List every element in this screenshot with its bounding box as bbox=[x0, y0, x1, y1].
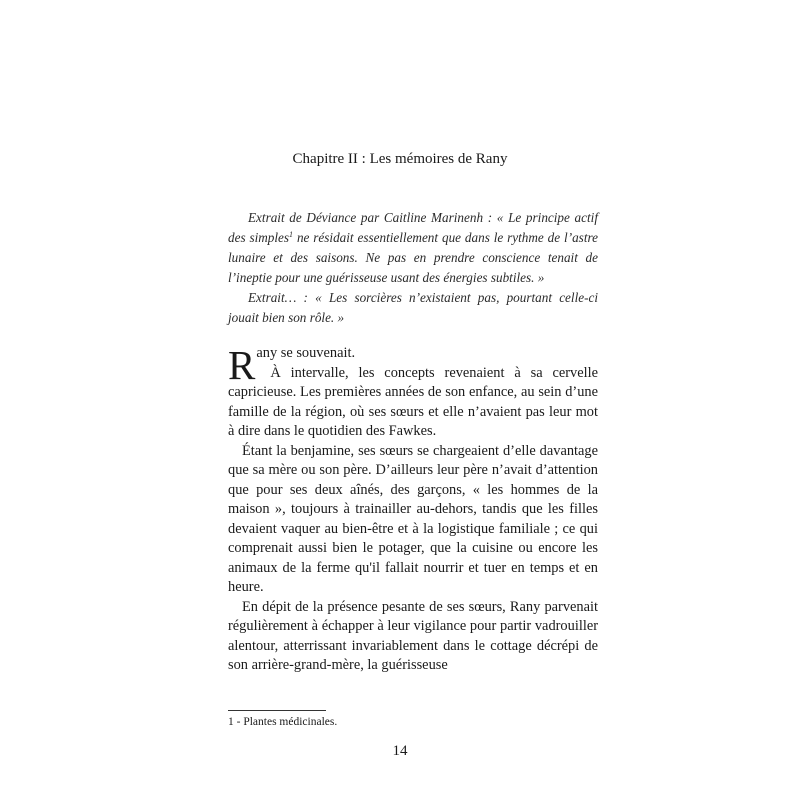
epigraph-paragraph bbox=[228, 208, 598, 288]
footnote-marker: 1 bbox=[289, 230, 294, 239]
epigraph-text: ne résidait essentiellement que dans le rythme de l’astre lunaire et des saisons. Ne pas en prendre conscience tenait de l’ineptie pour une guérisseuse usant des énergies subtiles. » bbox=[228, 230, 598, 285]
body-text bbox=[228, 344, 598, 676]
footnote-rule bbox=[228, 710, 326, 711]
epigraph-paragraph: Extrait… : « Les sorcières n’existaient pas, pourtant celle-ci jouait bien son rôle. » bbox=[228, 290, 598, 325]
body-paragraph: À intervalle, les concepts revenaient à sa cervelle capricieuse. Les premières années de son enfance, au sein d’une famille de la région, où ses sœurs et elle n’avaient pas leur mot à dire dans le quotidien des Fawkes. bbox=[228, 364, 598, 439]
body-text-opening: any se souvenait. bbox=[256, 345, 356, 361]
body-paragraph: En dépit de la présence pesante de ses sœurs, Rany parvenait régulièrement à échapper à leur vigilance pour partir vadrouiller alentour, atterrissant invariablement dans le cottage décrépi de son arrière-grand-mère, la guérisseuse bbox=[228, 598, 598, 673]
page-number: 14 bbox=[392, 743, 408, 759]
epigraph bbox=[228, 208, 598, 328]
epigraph-text: Extrait de Déviance par Caitline Marinenh : « Le principe actif des simples bbox=[228, 210, 598, 245]
body-paragraph bbox=[228, 342, 598, 388]
drop-cap: R bbox=[228, 342, 256, 388]
body-paragraph: Étant la benjamine, ses sœurs se chargeaient d’elle davantage que sa mère ou son père. D’ailleurs leur père n’avait d’attention que pour ses deux aînés, des garçons, « les hommes de la maison », toujours à trainailler au-dehors, tandis que les filles devaient vaquer au bien-être et à la logistique familiale ; ce qui comprenait aussi bien le potager, que la cuisine ou encore les animaux de la ferme qu'il fallait nourrir et tuer en temps et en heure. bbox=[228, 442, 598, 595]
chapter-title: Chapitre II : Les mémoires de Rany bbox=[292, 151, 508, 167]
footnote: 1 - Plantes médicinales. bbox=[228, 716, 338, 728]
